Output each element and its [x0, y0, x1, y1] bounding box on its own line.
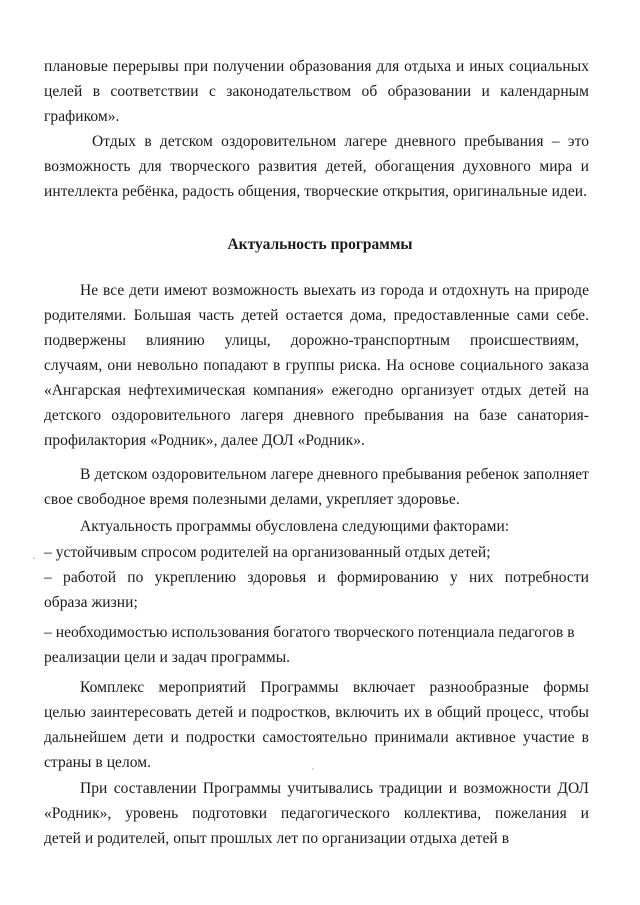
- body-line: целью заинтересовать детей и подростков, включить их в общий процесс, чтобы: [44, 704, 589, 721]
- body-line: реализации цели и задач программы.: [44, 649, 291, 666]
- body-line: Комплекс мероприятий Программы включает разнообразные формы: [80, 679, 589, 696]
- body-line: детей и родителей, опыт прошлых лет по организации отдыха детей в: [44, 830, 510, 847]
- body-line: страны в целом.: [44, 754, 152, 771]
- intro-line: возможность для творческого развития детей, обогащения духовного мира и: [44, 158, 589, 175]
- scan-speck: [312, 768, 314, 770]
- body-line: «Ангарская нефтехимическая компания» ежегодно организует отдых детей на: [44, 382, 589, 399]
- body-line: дальнейшем дети и подростки самостоятельно принимали активное участие в: [44, 729, 589, 746]
- body-line: подвержены влиянию улицы, дорожно-транспортным происшествиям,: [44, 332, 579, 349]
- body-line: – устойчивым спросом родителей на организованный отдых детей;: [44, 544, 491, 561]
- scan-speck: [33, 557, 35, 559]
- body-line: случаям, они невольно попадают в группы риска. На основе социального заказа: [44, 357, 589, 374]
- body-line: – работой по укреплению здоровья и формированию у них потребности: [44, 569, 589, 586]
- body-line: При составлении Программы учитывались традиции и возможности ДОЛ: [80, 780, 589, 797]
- body-line: Актуальность программы обусловлена следующими факторами:: [80, 518, 510, 535]
- body-line: В детском оздоровительном лагере дневного пребывания ребенок заполняет: [80, 466, 589, 483]
- body-line: – необходимостью использования богатого творческого потенциала педагогов в: [44, 624, 575, 641]
- body-line: профилактория «Родник», далее ДОЛ «Родник».: [44, 432, 365, 449]
- body-line: родителями. Большая часть детей остается дома, предоставленные сами себе.: [44, 307, 589, 324]
- body-line: образа жизни;: [44, 594, 138, 611]
- intro-line: целей в соответствии с законодательством об образовании и календарным: [44, 83, 589, 100]
- body-line: свое свободное время полезными делами, укрепляет здоровье.: [44, 491, 460, 508]
- intro-line: интеллекта ребёнка, радость общения, творческие открытия, оригинальные идеи.: [44, 183, 588, 200]
- intro-line: плановые перерывы при получении образования для отдыха и иных социальных: [44, 58, 589, 75]
- body-line: Не все дети имеют возможность выехать из города и отдохнуть на природе: [80, 282, 589, 299]
- body-line: «Родник», уровень подготовки педагогического коллектива, пожелания и: [44, 805, 589, 822]
- body-line: детского оздоровительного лагеря дневного пребывания на базе санатория-: [44, 407, 589, 424]
- intro-line: графиком».: [44, 108, 120, 125]
- section-title: Актуальность программы: [227, 236, 413, 253]
- intro-line: Отдых в детском оздоровительном лагере дневного пребывания – это: [92, 133, 589, 150]
